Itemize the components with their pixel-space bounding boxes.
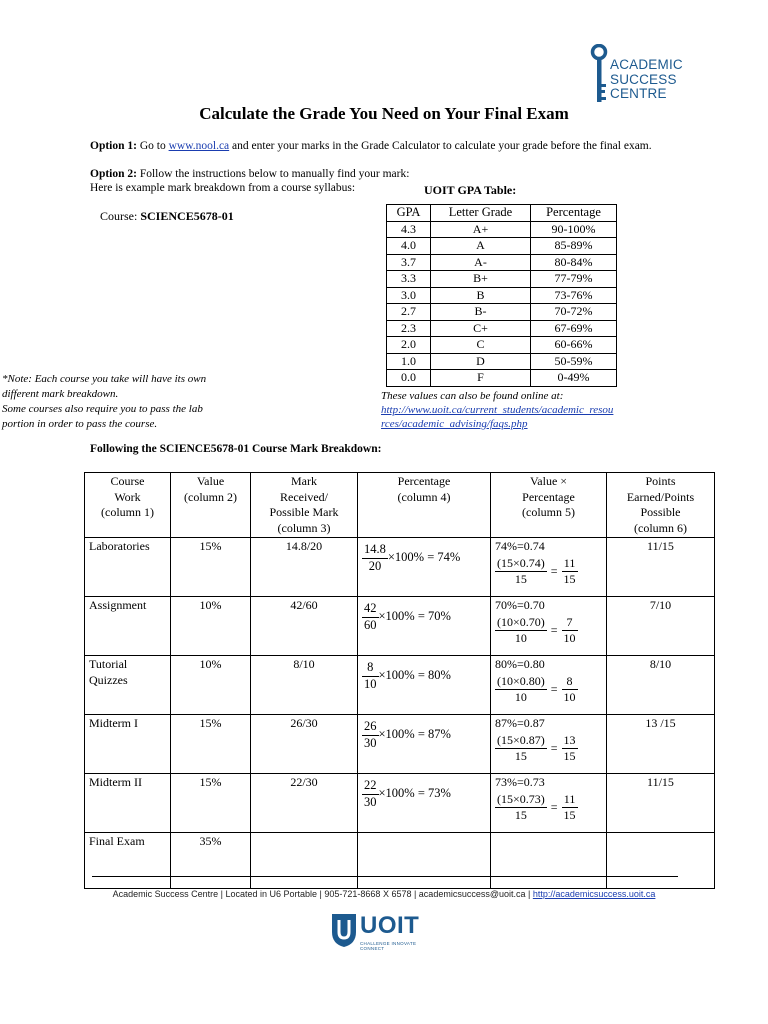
points-numerator: 11 [562,556,578,573]
option-1-label: Option 1: [90,140,137,152]
gpa-row [387,271,617,288]
gpa-table-body [387,221,617,386]
footer-text: Academic Success Centre | Located in U6 Portable | 905-721-8668 X 6578 | academicsuccess@uoit.ca | [112,889,533,899]
empty-cell [607,833,715,889]
equals-sign: = [550,622,558,637]
points-cell: 11/15 [607,538,715,597]
weighted-fraction [495,615,547,647]
course-code: SCIENCE5678-01 [140,209,234,223]
equals-sign: = [550,563,558,578]
weighted-expression [495,615,602,647]
column-number: (column 3) [277,520,331,535]
breakdown-header-cell [358,473,491,538]
points-numerator: 11 [562,792,578,809]
mark-cell: 22/30 [251,774,358,833]
gpa-header-cell: Letter Grade [431,205,531,222]
mark-cell: 42/60 [251,597,358,656]
academic-success-centre-logo [588,44,688,106]
weighted-numerator: (10×0.70) [495,615,547,632]
gpa-row [387,353,617,370]
breakdown-header-cell [85,473,171,538]
logo-line-3: CENTRE [610,86,667,101]
gpa-cell: 2.3 [387,320,431,337]
gpa-row [387,221,617,238]
weighted-expression [495,733,602,765]
weighted-denominator: 10 [514,690,527,704]
gpa-cell: 3.0 [387,287,431,304]
option-2-paragraph [90,167,680,181]
fraction-numerator: 14.8 [362,542,388,559]
points-denominator: 10 [563,690,576,704]
percentage-result: ×100% = 70% [378,608,451,623]
weighted-fraction [495,556,547,588]
column-number: (column 5) [522,505,575,519]
gpa-header-cell: GPA [387,205,431,222]
gpa-cell: 80-84% [531,254,617,271]
points-fraction [562,733,578,765]
column-number: (column 4) [397,489,451,504]
gpa-link-line-2: rces/academic_advising/faqs.php [381,418,528,430]
mark-breakdown-table [84,472,715,889]
points-denominator: 15 [563,808,576,822]
header-line: Work [114,489,141,504]
mark-cell: 8/10 [251,656,358,715]
decimal-conversion: 74%=0.74 [495,539,545,553]
option-2-label: Option 2: [90,168,137,180]
course-work-cell: Tutorial Quizzes [85,656,171,715]
gpa-cell: 67-69% [531,320,617,337]
logo-text [610,58,683,102]
mark-cell: 26/30 [251,715,358,774]
gpa-row [387,287,617,304]
side-note [2,372,242,432]
footer-contact [0,889,768,899]
percentage-cell [358,715,491,774]
gpa-cell: C+ [431,320,531,337]
weighted-fraction [495,733,547,765]
uoit-logo [330,912,440,952]
weighted-numerator: (15×0.73) [495,792,547,809]
header-line: Points [645,474,676,488]
option-1-post: and enter your marks in the Grade Calculator to calculate your grade before the final exam. [229,140,652,152]
decimal-conversion: 87%=0.87 [495,716,545,730]
mark-cell: 14.8/20 [251,538,358,597]
gpa-cell: F [431,370,531,387]
gpa-row [387,337,617,354]
weighted-numerator: (15×0.87) [495,733,547,750]
weighted-expression [495,792,602,824]
fraction-denominator: 30 [364,735,377,750]
percentage-result: ×100% = 87% [378,726,451,741]
gpa-cell: 60-66% [531,337,617,354]
column-number: (column 2) [184,489,237,504]
decimal-conversion: 73%=0.73 [495,775,545,789]
percentage-fraction [362,660,379,692]
column-number: (column 6) [634,520,687,535]
gpa-row [387,254,617,271]
header-line: Percentage [397,474,451,488]
value-cell: 10% [171,597,251,656]
side-note-line: Some courses also require you to pass the lab [2,403,203,415]
header-line: Received/ [280,489,328,504]
percentage-cell [358,597,491,656]
percentage-fraction [362,601,379,633]
column-number: (column 1) [101,505,154,519]
key-icon [588,44,610,106]
equals-sign: = [550,799,558,814]
fraction-numerator: 8 [362,660,379,677]
page-title: Calculate the Grade You Need on Your Final Exam [199,104,569,123]
gpa-cell: 2.0 [387,337,431,354]
breakdown-table-body [85,538,715,889]
fraction-numerator: 42 [362,601,379,618]
points-denominator: 15 [563,749,576,763]
gpa-cell: D [431,353,531,370]
percentage-cell [358,538,491,597]
value-cell: 15% [171,538,251,597]
breakdown-row-final [85,833,715,889]
value-percentage-cell [491,774,607,833]
gpa-cell: 3.3 [387,271,431,288]
gpa-cell: 73-76% [531,287,617,304]
header-line: Percentage [522,489,575,504]
decimal-conversion: 70%=0.70 [495,598,545,612]
fraction-denominator: 10 [364,676,377,691]
breakdown-header-row [85,473,715,538]
percentage-result: ×100% = 74% [387,549,461,564]
course-work-cell: Final Exam [85,833,171,889]
breakdown-header-cell [251,473,358,538]
course-work-cell: Midterm I [85,715,171,774]
header-line: Value × [529,474,568,488]
points-fraction [562,792,578,824]
gpa-cell: 85-89% [531,238,617,255]
gpa-cell: 90-100% [531,221,617,238]
gpa-cell: B [431,287,531,304]
header-line: Value [196,474,225,488]
gpa-cell: C [431,337,531,354]
gpa-header-cell: Percentage [531,205,617,222]
option-2-text: Follow the instructions below to manually find your mark: [136,168,410,180]
example-text: Here is example mark breakdown from a course syllabus: [90,182,356,194]
value-cell: 15% [171,774,251,833]
gpa-row [387,370,617,387]
breakdown-header-cell [171,473,251,538]
points-cell: 7/10 [607,597,715,656]
value-cell: 10% [171,656,251,715]
percentage-fraction [362,778,379,810]
value-percentage-cell [491,715,607,774]
value-percentage-cell [491,656,607,715]
course-work-cell: Assignment [85,597,171,656]
gpa-cell: 0-49% [531,370,617,387]
points-cell: 8/10 [607,656,715,715]
gpa-header-row [387,205,617,222]
gpa-cell: B- [431,304,531,321]
value-percentage-cell [491,597,607,656]
percentage-fraction [362,719,379,751]
logo-line-2: SUCCESS [610,71,677,87]
course-work-cell: Laboratories [85,538,171,597]
gpa-row [387,304,617,321]
gpa-cell: A+ [431,221,531,238]
option-1-pre: Go to [136,140,169,152]
weighted-denominator: 15 [514,749,527,763]
side-note-line: different mark breakdown. [2,388,119,400]
side-note-line: portion in order to pass the course. [2,418,158,430]
breakdown-row [85,538,715,597]
uoit-shield-icon [330,912,358,948]
header-line: Possible [640,505,681,519]
breakdown-title: Following the SCIENCE5678-01 Course Mark Breakdown: [90,443,382,455]
gpa-source-link[interactable] [381,404,613,430]
percentage-cell [358,656,491,715]
gpa-row [387,320,617,337]
equals-sign: = [550,681,558,696]
points-fraction [562,556,578,588]
nool-link[interactable]: www.nool.ca [168,140,230,152]
empty-cell [358,833,491,889]
points-cell: 11/15 [607,774,715,833]
points-numerator: 13 [562,733,578,750]
empty-cell [251,833,358,889]
weighted-expression [495,556,602,588]
empty-cell [491,833,607,889]
percentage-fraction [362,542,388,574]
gpa-cell: 4.0 [387,238,431,255]
fraction-numerator: 26 [362,719,379,736]
points-numerator: 7 [562,615,578,632]
weighted-fraction [495,674,547,706]
gpa-cell: 50-59% [531,353,617,370]
breakdown-row [85,715,715,774]
percentage-cell [358,774,491,833]
percentage-result: ×100% = 73% [378,785,451,800]
weighted-numerator: (10×0.80) [495,674,547,691]
gpa-cell: 2.7 [387,304,431,321]
header-line: Earned/Points [626,489,695,504]
uoit-tagline: CHALLENGE INNOVATE CONNECT [360,941,417,951]
weighted-denominator: 15 [514,808,527,822]
gpa-link-line-1: http://www.uoit.ca/current_students/academic_resou [381,404,614,416]
fraction-numerator: 22 [362,778,379,795]
footer-divider [92,876,678,877]
gpa-cell: A- [431,254,531,271]
percentage-result: ×100% = 80% [378,667,451,682]
gpa-row [387,238,617,255]
points-fraction [562,674,578,706]
gpa-note-text: These values can also be found online at: [381,390,564,402]
equals-sign: = [550,740,558,755]
course-label: Course: [100,209,141,223]
breakdown-row [85,774,715,833]
value-percentage-cell [491,538,607,597]
option-1-paragraph [90,139,680,153]
uoit-wordmark: UOIT [360,912,420,939]
gpa-table-title: UOIT GPA Table: [424,183,517,197]
breakdown-row [85,656,715,715]
points-numerator: 8 [562,674,578,691]
points-denominator: 15 [563,572,576,586]
breakdown-header-cell [607,473,715,538]
course-line [100,209,234,224]
fraction-denominator: 20 [368,558,382,573]
footer-website-link[interactable]: http://academicsuccess.uoit.ca [532,889,656,899]
weighted-denominator: 10 [514,631,527,645]
gpa-cell: 77-79% [531,271,617,288]
gpa-table [386,204,617,387]
gpa-cell: 70-72% [531,304,617,321]
gpa-cell: 4.3 [387,221,431,238]
gpa-cell: 0.0 [387,370,431,387]
breakdown-row [85,597,715,656]
weighted-numerator: (15×0.74) [495,556,547,573]
gpa-cell: B+ [431,271,531,288]
logo-line-1: ACADEMIC [610,57,683,72]
gpa-cell: A [431,238,531,255]
decimal-conversion: 80%=0.80 [495,657,545,671]
weighted-fraction [495,792,547,824]
gpa-cell: 3.7 [387,254,431,271]
weighted-denominator: 15 [514,572,527,586]
fraction-denominator: 30 [364,794,377,809]
breakdown-header-cell [491,473,607,538]
gpa-cell: 1.0 [387,353,431,370]
header-line: Course [110,474,145,488]
weighted-expression [495,674,602,706]
points-denominator: 10 [563,631,576,645]
value-cell: 15% [171,715,251,774]
header-line: Possible Mark [269,505,339,519]
points-fraction [562,615,578,647]
side-note-line: *Note: Each course you take will have its own [2,373,207,385]
value-cell: 35% [171,833,251,889]
header-line: Mark [291,474,317,488]
fraction-denominator: 60 [364,617,377,632]
gpa-source-note [381,389,646,431]
course-work-cell: Midterm II [85,774,171,833]
points-cell: 13 /15 [607,715,715,774]
